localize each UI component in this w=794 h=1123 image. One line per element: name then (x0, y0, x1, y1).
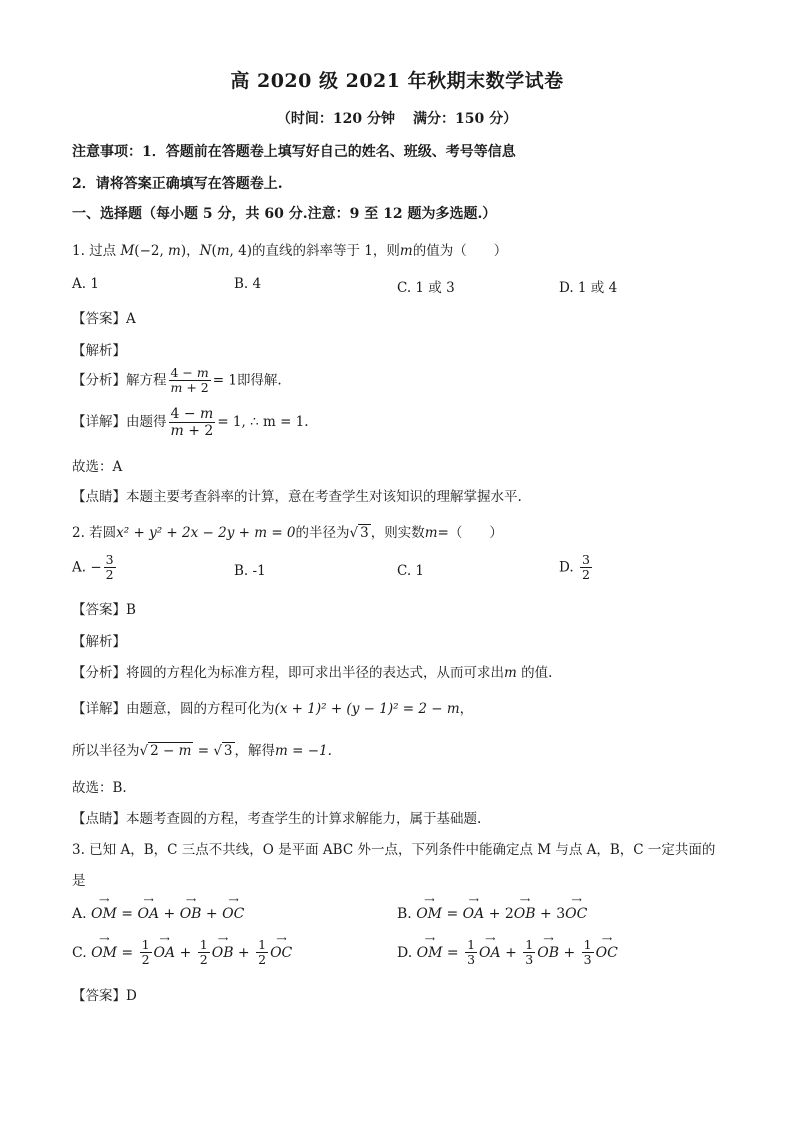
q2-xiangjie-tag: 【详解】 (72, 701, 126, 717)
q2-option-a-label: A. (72, 559, 87, 576)
q3-option-b: B. ⟶ OM = ⟶ OA + 2 ⟶ OB + 3 ⟶ OC (397, 896, 588, 922)
q1-stem: 1. 过点 M(−2, m)，N(m, 4)的直线的斜率等于 1，则m的值为（ ） (72, 243, 508, 259)
exam-time-score (0, 108, 794, 128)
q3-stem-line-2: 是 (72, 873, 86, 889)
page-title: 高 2020 级 2021 年秋期末数学试卷 (230, 70, 564, 92)
q1-suffix: 的值为（ ） (412, 243, 508, 259)
q3-answer (72, 984, 137, 1004)
q3-option-d-label: D. (397, 944, 413, 961)
q2-fenxi: 【分析】将圆的方程化为标准方程，即可求出半径的表达式，从而可求出m 的值. (72, 665, 553, 681)
q1-answer-tag: 【答案】 (72, 311, 126, 327)
q3-option-c: C. ⟶ OM = $\frac{1}{2}$ ⟶ OA + $\frac{1}{2}$ ⟶ OB + $\frac{1}{2}$ ⟶ OC (72, 934, 293, 968)
q2-fenxi-tag: 【分析】 (72, 665, 126, 681)
q2-dianjing (72, 807, 481, 827)
q2-dianjing-text: 本题考查圆的方程，考查学生的计算求解能力，属于基础题. (126, 811, 482, 827)
q2-radius-pre: 所以半径为 (72, 743, 140, 759)
q2-radius-answer: m = −1. (275, 743, 332, 759)
q1-xiangjie-post: = 1, ∴ m = 1. (217, 414, 309, 431)
q2-option-d: D. $\frac{3}{2}$ (559, 552, 590, 583)
q1-point-n: N (199, 243, 212, 259)
q1-fenxi: 【分析】解方程 $\frac{4 - m}{m + 2}$ = 1即得解. (72, 365, 282, 396)
q1-xiangjie (72, 406, 309, 439)
q1-fenxi-post: 即得解. (236, 372, 282, 389)
q1-dianjing (72, 485, 522, 505)
q2-mid: 的半径为 (295, 525, 350, 541)
q2-fenxi-end: 的值. (521, 665, 553, 681)
q2-fenxi-text: 将圆的方程化为标准方程，即可求出半径的表达式，从而可求出 (126, 665, 504, 681)
q2-option-b: B. -1 (234, 563, 266, 579)
q2-xiangjie-text: 由题意，圆的方程可化为 (126, 701, 275, 717)
q2-answer-tag: 【答案】 (72, 602, 126, 618)
q2-option-a: A. − $\frac{3}{2}$ (72, 552, 114, 583)
q1-fraction: $\frac{4 - m}{m + 2}$ (170, 365, 209, 396)
q3-option-a-label: A. (72, 906, 87, 922)
q1-answer (72, 307, 136, 327)
q1-xiangjie-pre: 由题得 (126, 414, 167, 431)
q2-choice: 故选：B. (72, 780, 127, 796)
exam-score: 满分：150 分） (413, 111, 518, 127)
q3-option-c-label: C. (72, 944, 87, 961)
q1-mid: 的直线的斜率等于 1，则 (252, 243, 400, 259)
q1-option-c: C. 1 或 3 (397, 280, 455, 296)
q2-suffix: ，则实数 (370, 525, 425, 541)
q3-stem-line-1: 3. 已知 A，B，C 三点不共线，O 是平面 ABC 外一点，下列条件中能确定点 M 与点 A，B，C 一定共面的 (72, 842, 716, 858)
q3-option-a: A. ⟶ OM = ⟶ OA + ⟶ OB + ⟶ OC (72, 896, 245, 922)
q3-option-d: D. ⟶ OM = $\frac{1}{3}$ ⟶ OA + $\frac{1}{3}$ ⟶ OB + $\frac{1}{3}$ ⟶ OC (397, 934, 618, 968)
q2-xiangjie: 【详解】由题意，圆的方程可化为(x + 1)² + (y − 1)² = 2 − m， (72, 701, 474, 717)
q1-dianjing-tag: 【点睛】 (72, 489, 126, 505)
q1-fraction-2: $\frac{4 - m}{m + 2}$ (170, 406, 214, 440)
q1-choice: 故选：A (72, 459, 123, 475)
q2-equation: x² + y² + 2x − 2y + m = 0 (116, 525, 296, 541)
q1-option-b: B. 4 (234, 276, 262, 292)
q2-option-c: C. 1 (397, 563, 425, 579)
q1-option-d: D. 1 或 4 (559, 280, 618, 296)
q3-answer-tag: 【答案】 (72, 988, 126, 1004)
q2-suffix-2: =（ ） (437, 525, 503, 541)
q1-answer-value: A (126, 311, 136, 327)
q2-dianjing-tag: 【点睛】 (72, 811, 126, 827)
notes-line-2: 2．请将答案正确填写在答题卷上. (72, 176, 283, 192)
q2-answer-value: B (126, 602, 136, 618)
q1-option-a: A. 1 (72, 276, 99, 292)
section-heading: 一、选择题（每小题 5 分，共 60 分.注意：9 至 12 题为多选题.） (72, 206, 497, 222)
q2-analysis-tag: 【解析】 (72, 634, 126, 650)
q2-prefix: 2. 若圆 (72, 525, 117, 541)
q2-option-d-label: D. (559, 559, 574, 576)
q1-analysis-tag: 【解析】 (72, 343, 126, 359)
q2-sqrt3: √ 3 (349, 525, 369, 541)
q2-radius: 所以半径为√ 2 − m = √ 3 ，解得m = −1. (72, 743, 332, 759)
q1-fenxi-pre: 解方程 (126, 372, 167, 389)
q1-xiangjie-tag: 【详解】 (72, 414, 126, 431)
exam-time: （时间：120 分钟 (276, 111, 395, 127)
q2-stem: 2. 若圆x² + y² + 2x − 2y + m = 0的半径为√ 3 ，则实数m=（ ） (72, 525, 503, 541)
q3-answer-value: D (126, 988, 137, 1004)
notes-line-1: 注意事项：1．答题前在答题卷上填写好自己的姓名、班级、考号等信息 (72, 144, 516, 160)
q1-fenxi-tag: 【分析】 (72, 372, 126, 389)
q2-radius-post: ，解得 (234, 743, 276, 759)
q1-dianjing-text: 本题主要考查斜率的计算，意在考查学生对该知识的理解掌握水平. (126, 489, 522, 505)
q2-answer (72, 598, 136, 618)
q1-prefix: 1. 过点 (72, 243, 117, 259)
q3-option-b-label: B. (397, 906, 412, 922)
q1-point-m: M (120, 243, 135, 259)
q2-xiangjie-equation: (x + 1)² + (y − 1)² = 2 − m (274, 701, 460, 717)
